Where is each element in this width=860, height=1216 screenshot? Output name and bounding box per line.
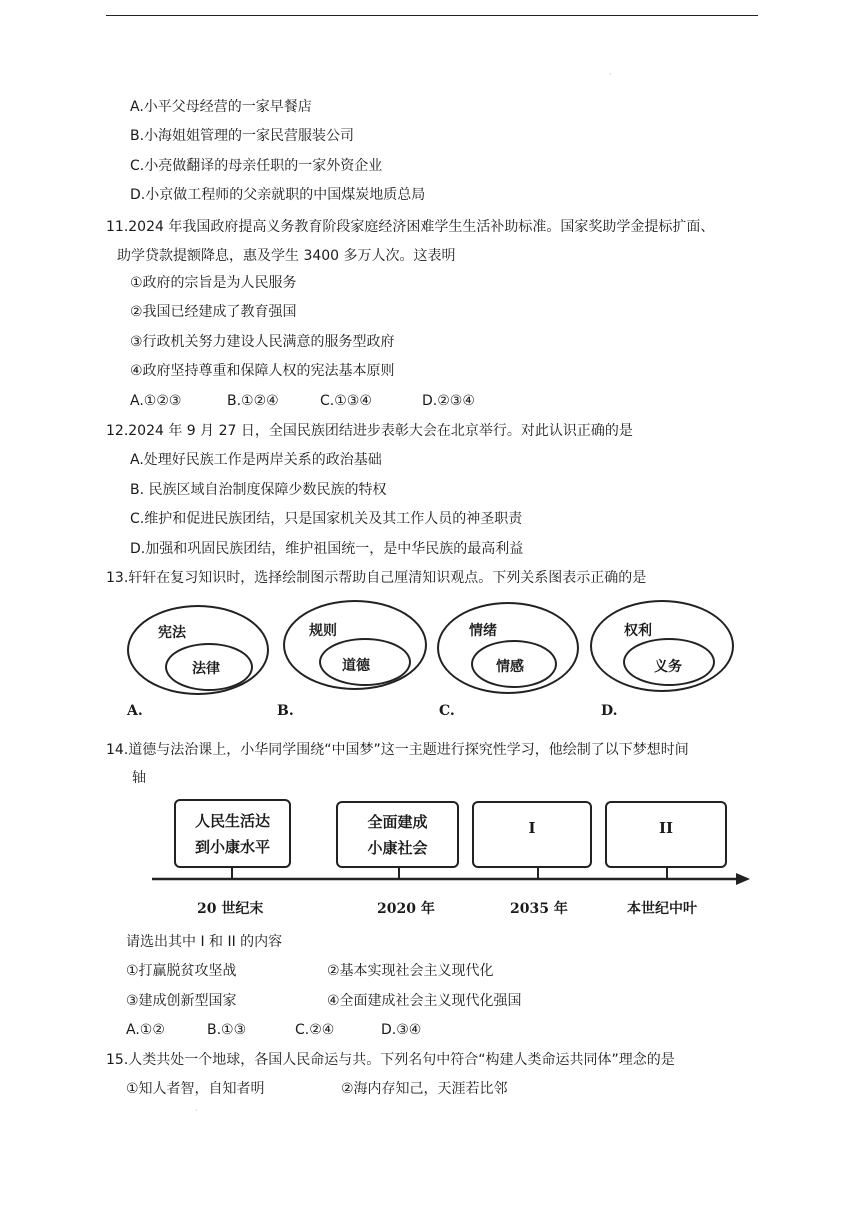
q14-prompt: 请选出其中 I 和 II 的内容 bbox=[126, 934, 283, 950]
timeline-stem bbox=[666, 867, 668, 879]
outer-label: 情绪 bbox=[469, 623, 497, 639]
q14-choice-a: A.①② bbox=[126, 1022, 165, 1038]
q15-stem: 15.人类共处一个地球，各国人民命运与共。下列名句中符合“构建人类命运共同体”理念的是 bbox=[106, 1052, 675, 1068]
box-text-line1: II bbox=[658, 819, 674, 837]
q10-option-a: A.小平父母经营的一家早餐店 bbox=[130, 99, 312, 115]
outer-label: 规则 bbox=[309, 623, 337, 639]
timeline-tick-label: 2035 年 bbox=[510, 901, 568, 917]
timeline-stem bbox=[231, 867, 233, 879]
timeline-axis bbox=[150, 870, 754, 890]
inner-label: 义务 bbox=[654, 659, 682, 675]
q10-option-d: D.小京做工程师的父亲就职的中国煤炭地质总局 bbox=[130, 187, 426, 203]
timeline-stem bbox=[398, 867, 400, 879]
q14-choice-c: C.②④ bbox=[295, 1022, 335, 1038]
q11-stem-line1: 11.2024 年我国政府提高义务教育阶段家庭经济困难学生生活补助标准。国家奖助学金提标扩面、 bbox=[106, 219, 715, 235]
q11-item-1: ①政府的宗旨是为人民服务 bbox=[130, 275, 297, 291]
header-rule bbox=[106, 15, 758, 16]
q11-item-2: ②我国已经建成了教育强国 bbox=[130, 304, 297, 320]
q10-option-b: B.小海姐姐管理的一家民营服装公司 bbox=[130, 128, 355, 144]
speck: · bbox=[609, 70, 612, 79]
q10-option-c: C.小亮做翻译的母亲任职的一家外资企业 bbox=[130, 158, 383, 174]
inner-label: 情感 bbox=[496, 659, 524, 675]
q12-option-a: A.处理好民族工作是两岸关系的政治基础 bbox=[130, 452, 382, 468]
q15-item-2: ②海内存知己，天涯若比邻 bbox=[341, 1081, 508, 1097]
q14-item-4: ④全面建成社会主义现代化强国 bbox=[327, 993, 522, 1009]
q13-stem: 13.轩轩在复习知识时，选择绘制图示帮助自己厘清知识观点。下列关系图表示正确的是 bbox=[106, 570, 647, 586]
inner-label: 道德 bbox=[342, 658, 370, 674]
q11-choice-a: A.①②③ bbox=[130, 393, 182, 409]
q11-choice-b: B.①②④ bbox=[227, 393, 279, 409]
box-text-line2: 到小康水平 bbox=[194, 837, 270, 856]
option-letter: C. bbox=[439, 703, 455, 719]
inner-label: 法律 bbox=[192, 661, 220, 677]
option-letter: A. bbox=[127, 703, 143, 719]
q14-stem-line1: 14.道德与法治课上，小华同学围绕“中国梦”这一主题进行探究性学习，他绘制了以下梦想时间 bbox=[106, 742, 689, 758]
q11-item-4: ④政府坚持尊重和保障人权的宪法基本原则 bbox=[130, 363, 395, 379]
q14-choice-d: D.③④ bbox=[381, 1022, 422, 1038]
timeline-box-blank-ii bbox=[605, 801, 727, 868]
timeline-tick-label: 20 世纪末 bbox=[197, 901, 264, 917]
q12-stem: 12.2024 年 9 月 27 日，全国民族团结进步表彰大会在北京举行。对此认识正确的是 bbox=[106, 423, 633, 439]
outer-label: 权利 bbox=[624, 623, 652, 639]
q14-item-3: ③建成创新型国家 bbox=[126, 993, 237, 1009]
q12-option-c: C.维护和促进民族团结，只是国家机关及其工作人员的神圣职责 bbox=[130, 511, 523, 527]
box-text-line2: 小康社会 bbox=[367, 838, 428, 857]
outer-label: 宪法 bbox=[158, 625, 186, 641]
box-text-line1: 人民生活达 bbox=[194, 811, 270, 830]
option-letter: B. bbox=[277, 703, 294, 719]
box-text-line1: I bbox=[528, 819, 536, 837]
timeline-stem bbox=[537, 867, 539, 879]
timeline-tick-label: 本世纪中叶 bbox=[627, 901, 697, 917]
q11-choice-c: C.①③④ bbox=[320, 393, 372, 409]
q14-item-1: ①打赢脱贫攻坚战 bbox=[126, 963, 237, 979]
timeline-tick-label: 2020 年 bbox=[377, 901, 435, 917]
box-text-line1: 全面建成 bbox=[367, 812, 428, 831]
q11-stem-line2: 助学贷款提额降息，惠及学生 3400 多万人次。这表明 bbox=[117, 248, 456, 264]
timeline-box-blank-i bbox=[472, 801, 592, 868]
q15-item-1: ①知人者智，自知者明 bbox=[126, 1081, 265, 1097]
q14-choice-b: B.①③ bbox=[207, 1022, 247, 1038]
q11-choice-d: D.②③④ bbox=[422, 393, 475, 409]
timeline-box-moderately-prosperous-living bbox=[174, 799, 291, 868]
q12-option-b: B. 民族区域自治制度保障少数民族的特权 bbox=[130, 482, 387, 498]
option-letter: D. bbox=[601, 703, 618, 719]
q11-item-3: ③行政机关努力建设人民满意的服务型政府 bbox=[130, 334, 395, 350]
speck: · bbox=[195, 1106, 198, 1115]
q14-stem-line2: 轴 bbox=[132, 770, 146, 786]
q12-option-d: D.加强和巩固民族团结，维护祖国统一，是中华民族的最高利益 bbox=[130, 541, 524, 557]
q14-item-2: ②基本实现社会主义现代化 bbox=[327, 963, 494, 979]
timeline-box-moderately-prosperous-society bbox=[336, 801, 459, 868]
